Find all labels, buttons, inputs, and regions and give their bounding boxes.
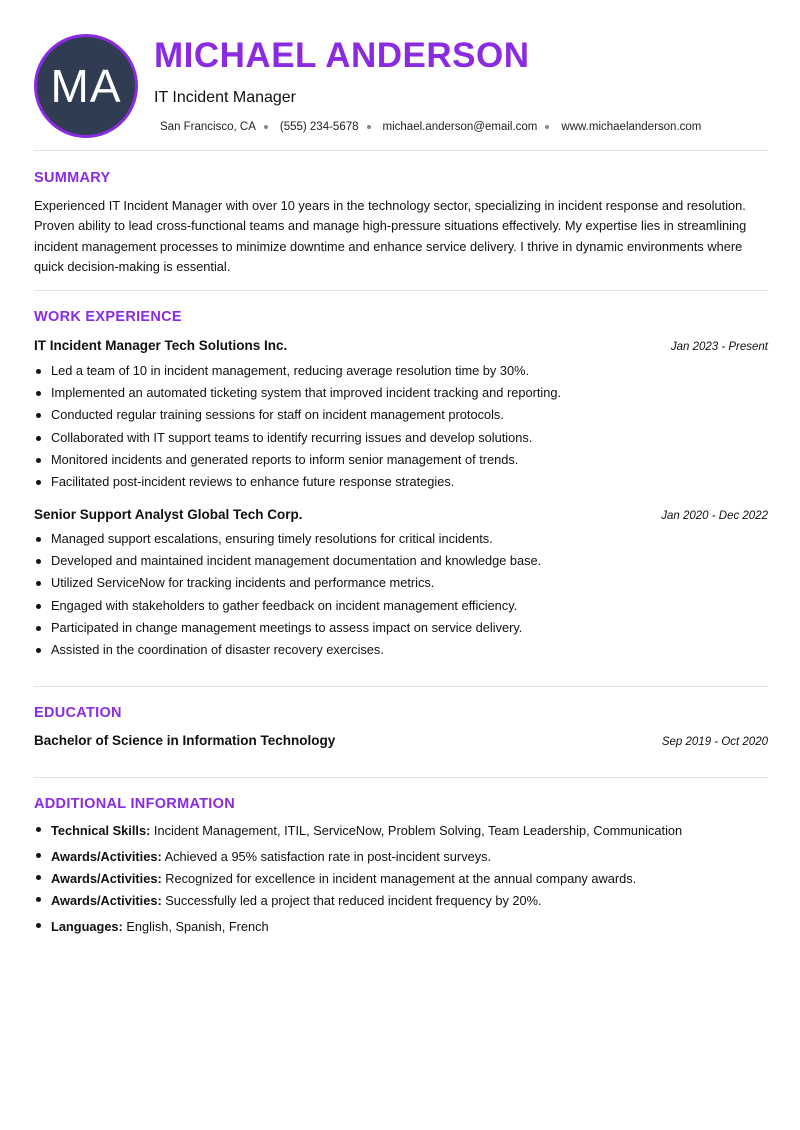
contact-line [160, 121, 701, 133]
summary-text: Experienced IT Incident Manager with over 10 years in the technology sector, specializing in incident response and resolution. Proven ability to lead cross-functional teams and manage high-pressure situations effectively. My expertise lies in streamlining incident management processes to minimize downtime and enhance service delivery. I thrive in dynamic environments where quick decision-making is essential. [34, 198, 747, 275]
list-item: Led a team of 10 in incident management, reducing average resolution time by 30%. [51, 360, 769, 382]
avatar-initials: MA [50, 60, 122, 112]
list-item: Collaborated with IT support teams to identify recurring issues and develop solutions. [51, 427, 769, 449]
item-value: Successfully led a project that reduced incident frequency by 20%. [161, 893, 542, 908]
item-key: Languages: [51, 919, 123, 934]
additional-heading: ADDITIONAL INFORMATION [34, 796, 235, 812]
job-role: Senior Support Analyst Global Tech Corp. [34, 507, 303, 522]
education-entry [34, 733, 768, 748]
contact-email[interactable]: michael.anderson@email.com [382, 121, 538, 133]
candidate-title: IT Incident Manager [154, 89, 297, 106]
list-item: Participated in change management meetings to assess impact on service delivery. [51, 617, 769, 639]
experience-heading: WORK EXPERIENCE [34, 309, 182, 325]
education-heading: EDUCATION [34, 705, 122, 721]
list-item [51, 916, 769, 938]
separator-dot-icon [367, 125, 371, 129]
list-item: Facilitated post-incident reviews to enhance future response strategies. [51, 471, 769, 493]
separator-dot-icon [545, 125, 549, 129]
list-item [51, 890, 769, 912]
item-key: Awards/Activities: [51, 871, 162, 886]
additional-list [51, 820, 769, 938]
item-key: Awards/Activities: [51, 849, 162, 864]
list-item [51, 846, 769, 868]
item-value: English, Spanish, French [122, 919, 269, 934]
job-dates: Jan 2020 - Dec 2022 [661, 510, 768, 522]
summary-heading: SUMMARY [34, 170, 111, 186]
contact-website[interactable]: www.michaelanderson.com [561, 121, 702, 133]
degree: Bachelor of Science in Information Technology [34, 733, 336, 748]
education-dates: Sep 2019 - Oct 2020 [661, 736, 768, 748]
list-item: Developed and maintained incident management documentation and knowledge base. [51, 550, 769, 572]
job-header [34, 507, 768, 522]
divider [34, 290, 768, 291]
list-item [51, 820, 769, 842]
job-role: IT Incident Manager Tech Solutions Inc. [34, 338, 288, 353]
list-item: Engaged with stakeholders to gather feedback on incident management efficiency. [51, 595, 769, 617]
item-key: Technical Skills: [51, 823, 151, 838]
item-value: Achieved a 95% satisfaction rate in post-incident surveys. [161, 849, 492, 864]
list-item: Assisted in the coordination of disaster recovery exercises. [51, 639, 769, 661]
job-bullets [51, 360, 769, 493]
divider [34, 686, 768, 687]
job-dates: Jan 2023 - Present [670, 341, 768, 353]
list-item [51, 868, 769, 890]
list-item: Utilized ServiceNow for tracking incidents and performance metrics. [51, 572, 769, 594]
item-key: Awards/Activities: [51, 893, 162, 908]
item-value: Recognized for excellence in incident management at the annual company awards. [161, 871, 637, 886]
list-item: Implemented an automated ticketing system that improved incident tracking and reporting. [51, 382, 769, 404]
list-item: Monitored incidents and generated reports to inform senior management of trends. [51, 449, 769, 471]
divider [34, 777, 768, 778]
avatar [34, 34, 138, 138]
contact-location: San Francisco, CA [160, 121, 256, 133]
candidate-name: MICHAEL ANDERSON [154, 36, 530, 75]
list-item: Conducted regular training sessions for staff on incident management protocols. [51, 404, 769, 426]
item-value: Incident Management, ITIL, ServiceNow, Problem Solving, Team Leadership, Communication [150, 823, 683, 838]
list-item: Managed support escalations, ensuring timely resolutions for critical incidents. [51, 528, 769, 550]
job-bullets [51, 528, 769, 661]
job-header [34, 338, 768, 353]
divider [34, 150, 768, 151]
separator-dot-icon [264, 125, 268, 129]
contact-phone: (555) 234-5678 [279, 121, 359, 133]
